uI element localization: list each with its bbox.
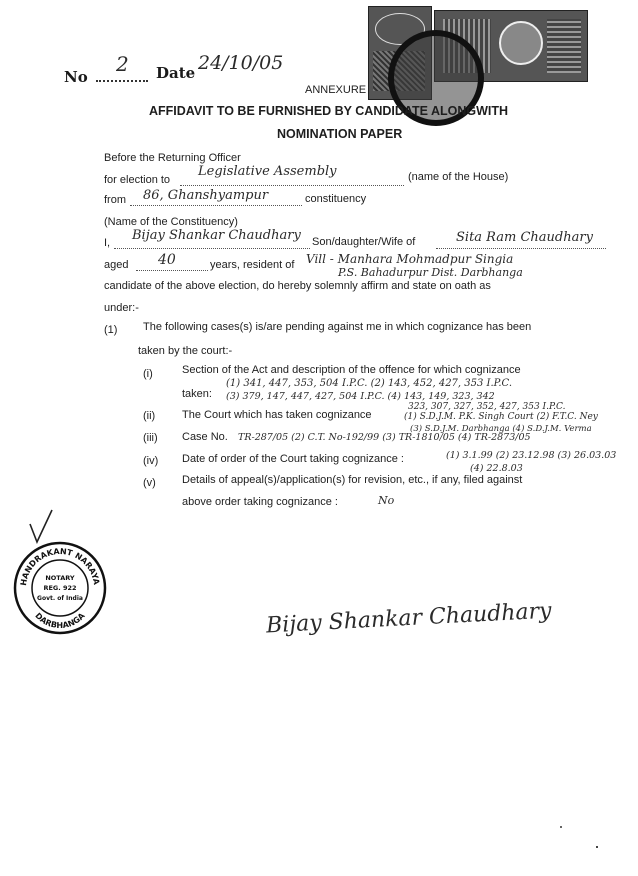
item-i-text: Section of the Act and description of the offence for which cognizance xyxy=(182,364,521,376)
item-v-text: Details of appeal(s)/application(s) for revision, etc., if any, filed against xyxy=(182,474,523,486)
item-iv-text: Date of order of the Court taking cognizance : xyxy=(182,453,404,465)
item-iii-text: Case No. xyxy=(182,431,228,443)
constituency-label: constituency xyxy=(305,193,367,205)
address-line1: Vill - Manhara Mohmadpur Singia xyxy=(306,252,514,266)
father-name-value: Sita Ram Chaudhary xyxy=(456,230,593,245)
sections-handwritten-1: (1) 341, 447, 353, 504 I.P.C. (2) 143, 452, 427, 353 I.P.C. xyxy=(226,378,513,389)
constituency-name-label: (Name of the Constituency) xyxy=(104,216,238,228)
candidate-name-value: Bijay Shankar Chaudhary xyxy=(132,228,301,243)
number-dots xyxy=(96,80,148,82)
notary-center-3: Govt. of India xyxy=(37,595,83,602)
sections-handwritten-3: 323, 307, 327, 352, 427, 353 I.P.C. xyxy=(408,402,566,412)
scan-speck-icon xyxy=(596,846,598,848)
annexure-label: ANNEXURE xyxy=(305,84,367,96)
father-dots xyxy=(436,248,606,249)
relation-label: Son/daughter/Wife of xyxy=(312,236,416,248)
house-label: (name of the House) xyxy=(408,171,509,183)
item-iv-number: (iv) xyxy=(143,455,159,467)
section1-number: (1) xyxy=(104,324,118,336)
section1-text1: The following cases(s) is/are pending against me in which cognizance has been xyxy=(143,321,532,333)
item-iii-number: (iii) xyxy=(143,432,158,444)
affidavit-title: AFFIDAVIT TO BE FURNISHED BY CANDIDATE ALONGWITH xyxy=(149,104,509,118)
item-ii-number: (ii) xyxy=(143,410,156,422)
svg-text:DARBHANGA xyxy=(33,611,87,630)
age-value: 40 xyxy=(158,252,176,268)
date-value: 24/10/05 xyxy=(198,52,284,74)
aged-label: aged xyxy=(104,259,129,271)
court-handwritten-2: (3) S.D.J.M. Darbhanga (4) S.D.J.M. Verma xyxy=(410,424,592,434)
item-ii-text: The Court which has taken cognizance xyxy=(182,409,372,421)
resident-label: years, resident of xyxy=(210,259,295,271)
sections-handwritten-2: (3) 379, 147, 447, 427, 504 I.P.C. (4) 143, 149, 323, 342 xyxy=(226,391,495,402)
check-mark-icon xyxy=(28,508,54,544)
notary-center-1: NOTARY xyxy=(45,574,75,582)
notary-ring-bottom: DARBHANGA xyxy=(33,611,87,631)
house-value: Legislative Assembly xyxy=(198,164,337,179)
notary-seal xyxy=(12,540,108,636)
house-dots xyxy=(180,185,404,186)
number-value: 2 xyxy=(116,52,129,76)
date-label: Date xyxy=(156,64,196,82)
election-to-label: for election to xyxy=(104,174,171,186)
returning-officer-line: Before the Returning Officer xyxy=(104,152,241,164)
under-label: under:- xyxy=(104,302,139,314)
stamp-paper-area xyxy=(368,6,590,100)
court-handwritten-1: (1) S.D.J.M. P.K. Singh Court (2) F.T.C. Ney xyxy=(404,412,598,422)
item-v-text2: above order taking cognizance : xyxy=(182,496,338,508)
candidate-signature: Bijay Shankar Chaudhary xyxy=(265,598,553,639)
from-label: from xyxy=(104,194,126,206)
i-label: I, xyxy=(104,237,111,249)
item-i-taken: taken: xyxy=(182,388,212,400)
constituency-dots xyxy=(130,205,302,206)
case-no-handwritten: TR-287/05 (2) C.T. No-192/99 (3) TR-1810/05 (4) TR-2873/05 xyxy=(238,432,531,443)
item-v-number: (v) xyxy=(143,477,156,489)
notary-ring-top: HANDRAKANT NARAYA xyxy=(18,546,101,587)
constituency-value: 86, Ghanshyampur xyxy=(143,188,269,203)
candidate-statement: candidate of the above election, do hereby solemnly affirm and state on oath as xyxy=(104,280,491,292)
affidavit-subtitle: NOMINATION PAPER xyxy=(277,127,403,141)
item-i-number: (i) xyxy=(143,368,153,380)
section1-text2: taken by the court:- xyxy=(138,345,233,357)
date-order-handwritten-1: (1) 3.1.99 (2) 23.12.98 (3) 26.03.03 xyxy=(446,450,617,461)
number-label: No xyxy=(64,68,88,86)
scan-speck-icon xyxy=(560,826,562,828)
notary-center-2: REG. 922 xyxy=(43,584,77,592)
appeal-handwritten: No xyxy=(378,494,395,507)
address-line2: P.S. Bahadurpur Dist. Darbhanga xyxy=(338,266,523,279)
name-dots xyxy=(114,248,310,249)
date-order-handwritten-2: (4) 22.8.03 xyxy=(470,463,523,474)
age-dots xyxy=(136,270,208,271)
